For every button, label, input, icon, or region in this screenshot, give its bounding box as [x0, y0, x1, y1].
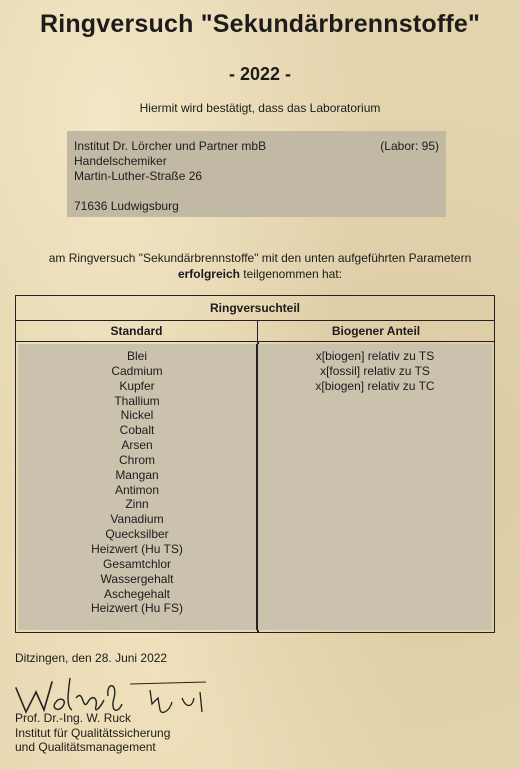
- participation-success: erfolgreich: [177, 267, 240, 281]
- standard-parameter: Gesamtchlor: [102, 556, 172, 571]
- certificate-title: Ringversuch "Sekundärbrennstoffe": [39, 10, 481, 38]
- standard-column: [18, 344, 257, 630]
- column-header-standard: Standard: [16, 321, 258, 341]
- laboratory-address-block: [67, 131, 446, 217]
- lab-subtitle: Handelschemiker: [74, 154, 167, 168]
- lab-city: 71636 Ludwigsburg: [74, 199, 179, 213]
- standard-parameter: Mangan: [115, 467, 159, 482]
- standard-parameter: Cadmium: [111, 363, 163, 378]
- lab-street: Martin-Luther-Straße 26: [74, 169, 203, 183]
- standard-parameter: Vanadium: [110, 512, 164, 527]
- lab-name: Institut Dr. Lörcher und Partner mbB: [74, 139, 267, 153]
- participation-rest: teilgenommen hat:: [239, 267, 343, 281]
- standard-parameter: Wassergehalt: [100, 571, 174, 586]
- standard-parameter: Antimon: [114, 482, 160, 497]
- signer-name: Prof. Dr.-Ing. W. Ruck: [15, 711, 132, 725]
- signer-block: [15, 711, 170, 755]
- standard-parameter-list: [18, 349, 256, 616]
- participation-line1: am Ringversuch "Sekundärbrennstoffe" mit den unten aufgeführten Parametern: [48, 251, 472, 265]
- signer-institute: Institut für Qualitätssicherung: [15, 725, 171, 740]
- biogen-parameter-list: [258, 349, 492, 394]
- standard-parameter: Arsen: [121, 438, 153, 453]
- standard-parameter: Heizwert (Hu FS): [90, 601, 183, 616]
- standard-parameter: Kupfer: [119, 378, 155, 393]
- signer-department: und Qualitätsmanagement: [15, 740, 156, 754]
- standard-parameter: Quecksilber: [105, 527, 169, 542]
- standard-parameter: Nickel: [120, 408, 154, 423]
- standard-parameter: Cobalt: [119, 423, 155, 438]
- place-date: Ditzingen, den 28. Juni 2022: [15, 651, 168, 665]
- participation-line2: [0, 266, 520, 282]
- standard-parameter: Chrom: [118, 452, 155, 467]
- standard-parameter: Heizwert (Hu TS): [91, 541, 183, 556]
- standard-parameter: Zinn: [125, 497, 149, 512]
- certificate-year: - 2022 -: [228, 64, 292, 84]
- biogen-column: [258, 344, 492, 630]
- standard-parameter: Aschegehalt: [103, 586, 171, 601]
- participation-statement: [0, 250, 520, 282]
- biogen-parameter: x[biogen] relativ zu TC: [315, 378, 435, 393]
- intro-text: Hiermit wird bestätigt, dass das Laboratorium: [139, 101, 381, 115]
- standard-parameter: Thallium: [114, 393, 160, 408]
- lab-id: (Labor: 95): [380, 139, 439, 153]
- biogen-parameter: x[fossil] relativ zu TS: [320, 363, 430, 378]
- table-column-headers: [16, 321, 494, 342]
- standard-parameter: Blei: [126, 349, 147, 363]
- biogen-parameter: x[biogen] relativ zu TS: [315, 349, 435, 363]
- column-header-biogen: Biogener Anteil: [331, 324, 421, 338]
- parameter-table: [15, 295, 495, 633]
- table-body: [16, 342, 494, 632]
- table-header: Ringversuchteil: [16, 296, 494, 321]
